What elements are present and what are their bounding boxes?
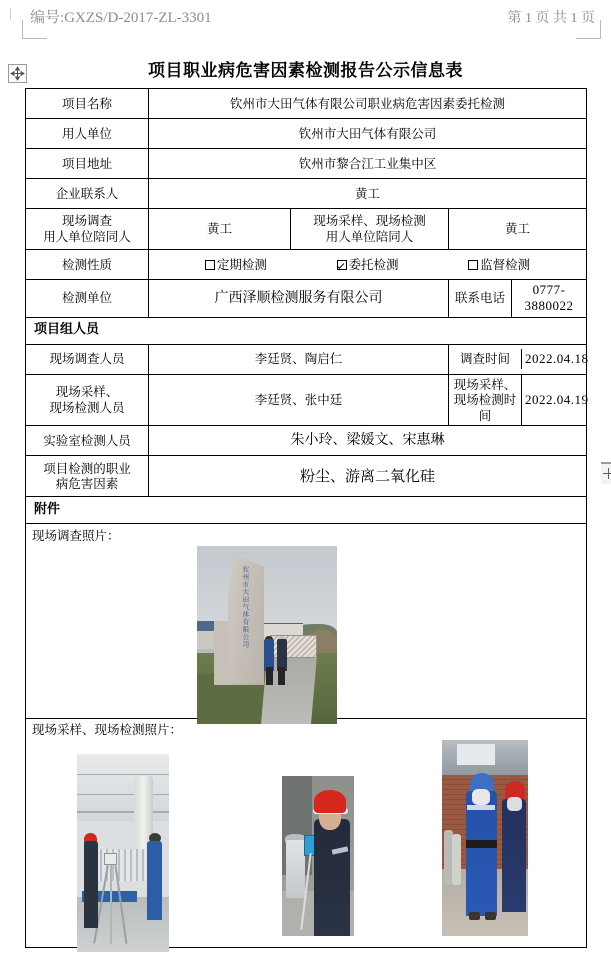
photo2-beam-2 [77,794,169,796]
crop-mark-outer-left [10,8,25,20]
label-sampling-time-line1: 现场采样、 [453,376,517,392]
photo3-material-bag [286,840,305,898]
photo-worker2-legs [278,667,285,685]
table-row-test-unit [26,280,587,318]
label-address: 项目地址 [26,149,149,179]
value-sampling-time: 2022.04.19 [525,391,589,407]
checkbox-icon-supervisory[interactable] [468,260,478,270]
label-sampling-photo: 现场采样、现场检测照片： [32,722,183,738]
survey-photo-container [32,546,580,732]
label-sampling-time-line2: 现场检测时间 [453,392,517,423]
checkbox-option-supervisory[interactable] [468,257,530,273]
sampling-time-cell [449,374,587,426]
photo2-worker-left [84,841,98,928]
photo2-beam-1 [77,774,169,776]
section-header-team: 项目组人员 [26,317,587,344]
label-phone: 联系电话 [449,280,512,317]
label-test-unit: 检测单位 [26,280,149,318]
photo-worker1-legs [266,667,273,685]
checkbox-option-entrusted[interactable] [337,257,399,273]
crop-mark-top-right [576,20,601,39]
crop-mark-top-left [22,20,47,39]
checkbox-label-periodic: 定期检测 [216,256,267,272]
page-title: 项目职业病危害因素检测报告公示信息表 [148,61,463,81]
test-nature-options [152,257,583,273]
label-hazards-line1: 项目检测的职业 [43,460,131,476]
table-row-escorts [26,209,587,250]
checkbox-label-entrusted: 委托检测 [348,256,399,272]
photo4-shoe-right [485,912,496,920]
value-lab-staff: 朱小玲、梁媛文、宋惠琳 [149,426,587,456]
label-survey-escort-line1: 现场调查 [61,213,112,229]
value-phone: 0777-3880022 [524,282,574,314]
value-contact: 黄工 [149,179,587,209]
table-resize-handle[interactable] [601,462,611,484]
photo4-reflective-stripe [467,805,495,810]
section-header-attachment: 附件 [26,497,587,524]
label-contact: 企业联系人 [26,179,149,209]
document-number: 编号:GXZS/D-2017-ZL-3301 [30,10,212,26]
value-sampling-escort: 黄工 [449,209,587,250]
label-survey-escort [26,209,149,250]
label-survey-escort-line2: 用人单位陪同人 [43,229,131,244]
checkbox-option-periodic[interactable] [205,257,267,273]
label-sampling-staff-line1: 现场采样、 [55,384,119,400]
label-lab-staff: 实验室检测人员 [26,426,149,456]
label-sampling-escort-line1: 现场采样、现场检测 [313,213,426,229]
page-header [0,6,611,32]
photo-monument-text: 钦州市大田气体有限公司 [241,565,250,649]
table-row-survey-photo [26,524,587,719]
photo3-worker-body [314,819,350,936]
label-sampling-staff [26,374,149,426]
photo4-cylinder-2 [452,834,461,885]
table-row-sampling-staff [26,374,587,426]
label-survey-photo: 现场调查照片： [32,528,120,544]
table-row-project-name [26,89,587,119]
label-employer: 用人单位 [26,119,149,149]
cell-sampling-photos [26,719,587,948]
photo4-worker1-mask [472,789,490,805]
label-hazards-line2: 病危害因素 [55,476,119,492]
photo2-tripod-leg-3 [110,865,112,944]
photo-workshop-sampling [77,754,169,952]
table-row-survey-staff [26,344,587,374]
checkbox-label-supervisory: 监督检测 [480,256,531,272]
table-row-attachment-section [26,497,587,524]
plus-vertical [608,468,609,479]
value-test-unit: 广西泽顺检测服务有限公司 [149,280,449,318]
photo2-rack [94,849,149,881]
photo3-red-helmet [314,790,346,812]
photo2-sampler-device [104,853,117,865]
label-survey-time: 调查时间 [449,349,522,369]
table-row-contact [26,179,587,209]
value-sampling-staff: 李廷贤、张中廷 [149,374,449,426]
table-row-lab-staff [26,426,587,456]
value-test-nature [149,250,587,280]
page-indicator: 第 1 页 共 1 页 [507,11,595,26]
label-test-nature: 检测性质 [26,250,149,280]
photo4-shoe-left [469,912,480,920]
checkbox-icon-periodic[interactable] [205,260,215,270]
phone-cell [449,280,587,318]
photo-dust-sampling [282,776,354,936]
table-row-employer [26,119,587,149]
checkbox-icon-entrusted[interactable] [337,260,347,270]
photo4-skylight [457,744,495,766]
photo4-worker2-mask [507,797,522,811]
label-sampling-staff-line2: 现场检测人员 [49,399,125,415]
table-row-test-nature [26,250,587,280]
value-employer: 钦州市大田气体有限公司 [149,119,587,149]
photo4-sampler-belt [466,840,497,848]
value-survey-staff: 李廷贤、陶启仁 [149,344,449,374]
value-address: 钦州市黎合江工业集中区 [149,149,587,179]
value-hazards: 粉尘、游离二氧化硅 [149,456,587,497]
photo-personal-sampler [442,740,528,936]
sampling-photo-container [32,740,580,962]
plus-horizontal [603,473,611,474]
photo2-worker-right [147,841,162,920]
table-row-sampling-photos [26,719,587,948]
label-sampling-escort [291,209,449,250]
value-survey-time: 2022.04.18 [525,350,589,366]
cell-survey-photo [26,524,587,719]
survey-time-cell [449,344,587,374]
label-survey-staff: 现场调查人员 [26,344,149,374]
photo-worker1-body [264,639,274,671]
photo-factory-entrance [197,546,337,724]
photo2-beam-3 [77,811,169,813]
label-project-name: 项目名称 [26,89,149,119]
photo4-worker1-body [466,791,497,916]
value-project-name: 钦州市大田气体有限公司职业病危害因素委托检测 [149,89,587,119]
label-hazards [26,456,149,497]
label-sampling-time [449,375,522,426]
label-sampling-escort-line2: 用人单位陪同人 [325,229,414,244]
photo-worker2-body [277,639,287,671]
table-row-team-section [26,317,587,344]
info-table [25,88,587,948]
table-row-address [26,149,587,179]
photo4-worker2-body [502,799,526,913]
table-row-hazards [26,456,587,497]
value-survey-escort: 黄工 [149,209,291,250]
